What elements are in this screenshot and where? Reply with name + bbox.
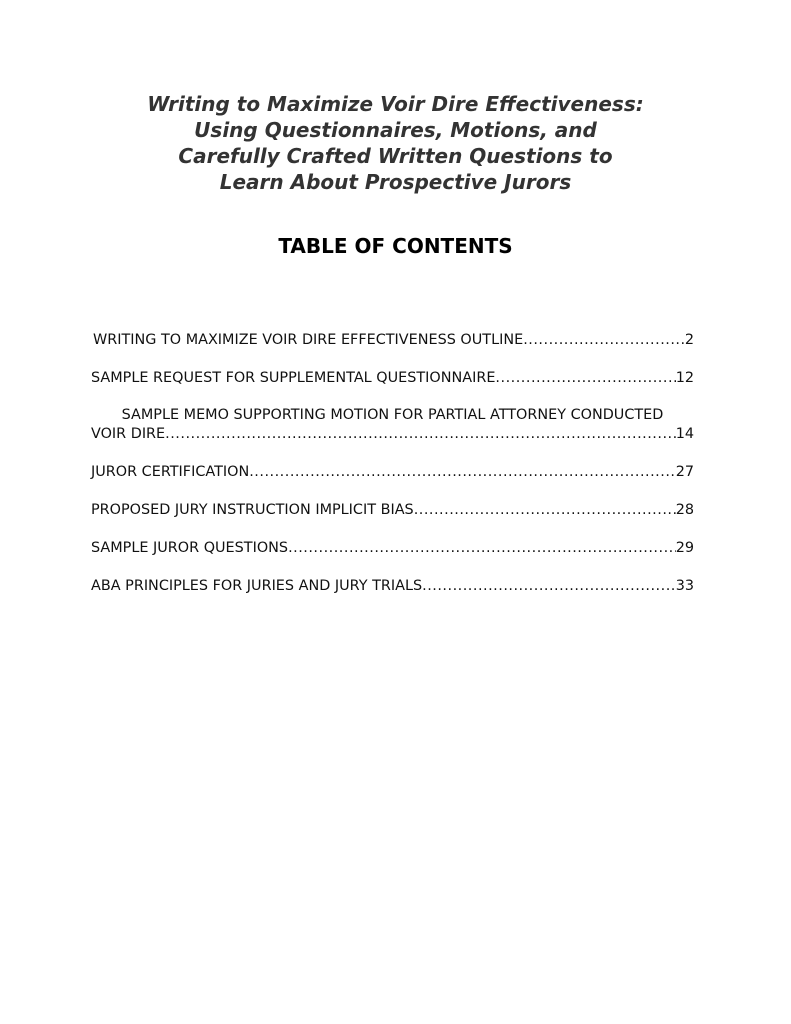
toc-entry-aba-principles[interactable]	[91, 577, 694, 596]
toc-entry-page: 28	[675, 502, 694, 518]
toc-entry-page: 27	[675, 464, 694, 480]
title-line-3: Carefully Crafted Written Questions to	[178, 144, 613, 168]
title-line-2: Using Questionnaires, Motions, and	[194, 118, 597, 142]
toc-entry-title: WRITING TO MAXIMIZE VOIR DIRE EFFECTIVENESS OUTLINE	[93, 332, 524, 348]
toc-dot-leader	[422, 577, 676, 596]
toc-dot-leader	[288, 539, 676, 558]
toc-dot-leader	[495, 369, 675, 388]
toc-entry-title: SAMPLE JUROR QUESTIONS	[91, 540, 289, 556]
toc-entry-title: ABA PRINCIPLES FOR JURIES AND JURY TRIALS	[91, 578, 423, 594]
toc-entry-outline[interactable]	[91, 331, 694, 350]
toc-entry-title-line-2: VOIR DIRE	[91, 426, 166, 442]
title-line-4: Learn About Prospective Jurors	[219, 170, 572, 194]
toc-heading: TABLE OF CONTENTS	[278, 234, 513, 258]
toc-entry-supplemental-questionnaire[interactable]	[91, 369, 694, 388]
document-title	[0, 91, 791, 195]
toc-entry-title: PROPOSED JURY INSTRUCTION IMPLICIT BIAS	[91, 502, 414, 518]
toc-entry-title: SAMPLE REQUEST FOR SUPPLEMENTAL QUESTIONNAIRE	[91, 370, 496, 386]
title-line-1: Writing to Maximize Voir Dire Effectiveness:	[147, 92, 644, 116]
toc-entry-page: 14	[675, 426, 694, 442]
toc-entry-page: 12	[675, 370, 694, 386]
toc-entry-page: 29	[675, 540, 694, 556]
toc-dot-leader	[249, 463, 675, 482]
toc-entry-title: JUROR CERTIFICATION	[91, 464, 250, 480]
toc-entry-implicit-bias[interactable]	[91, 501, 694, 520]
toc-entry-memo-attorney-voir-dire[interactable]	[91, 406, 694, 444]
toc-dot-leader	[414, 501, 676, 520]
toc-entry-page: 33	[675, 578, 694, 594]
toc-entry-title-line-1: SAMPLE MEMO SUPPORTING MOTION FOR PARTIAL ATTORNEY CONDUCTED	[121, 407, 664, 423]
toc-entry-sample-juror-questions[interactable]	[91, 539, 694, 558]
toc-entry-juror-certification[interactable]	[91, 463, 694, 482]
toc-dot-leader	[523, 331, 685, 350]
toc-dot-leader	[165, 425, 676, 444]
toc-entry-page: 2	[684, 332, 694, 348]
